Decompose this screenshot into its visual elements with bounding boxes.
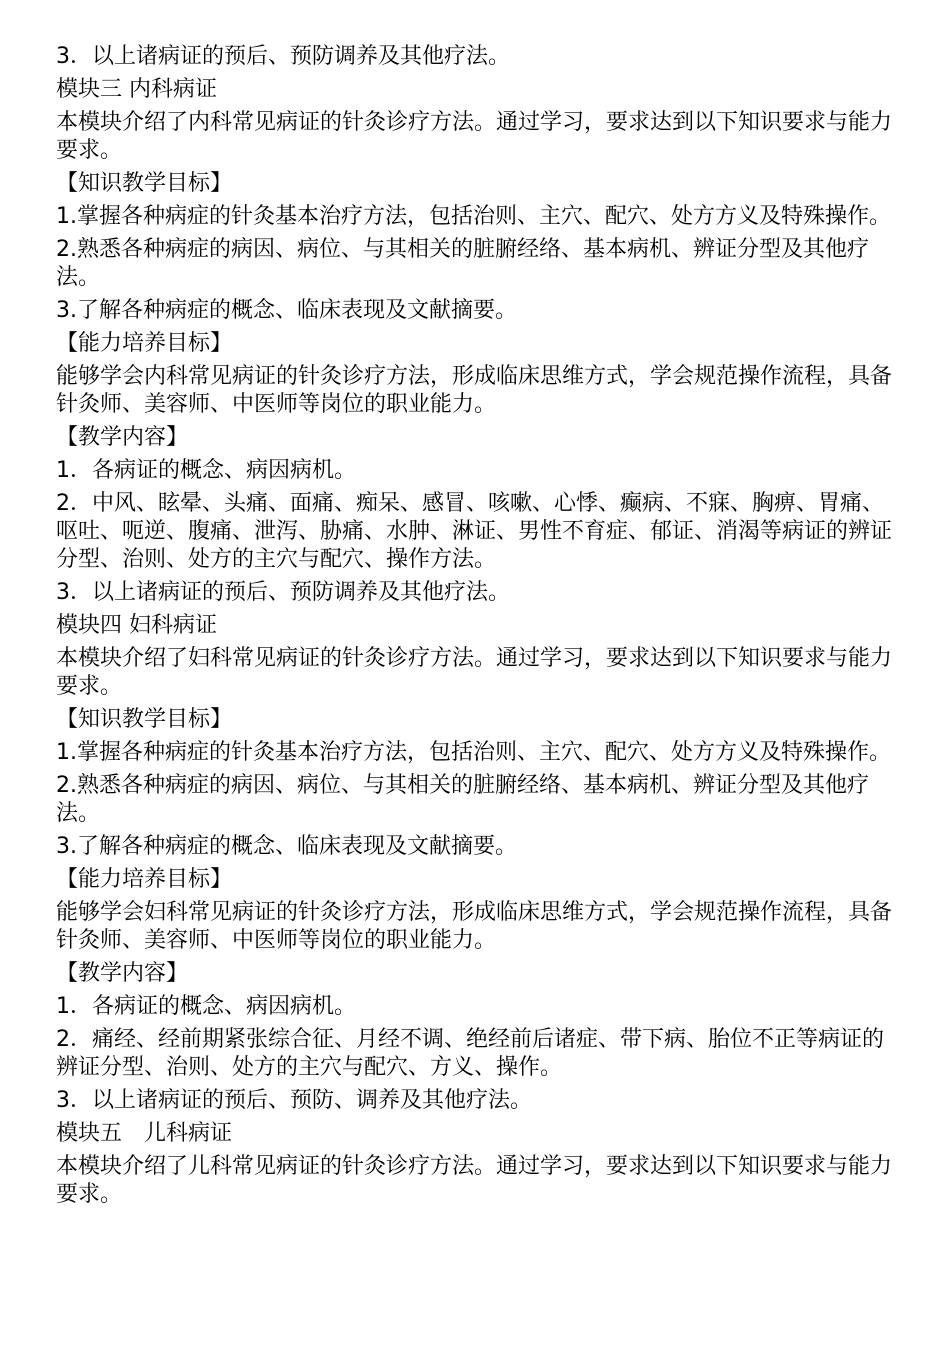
subsection-heading: 【知识教学目标】 (56, 171, 233, 196)
paragraph: 2.熟悉各种病症的病因、病位、与其相关的脏腑经络、基本病机、辨证分型及其他疗法。 (56, 237, 869, 290)
paragraph: 1．各病证的概念、病因病机。 (56, 994, 356, 1019)
paragraph: 本模块介绍了儿科常见病证的针灸诊疗方法。通过学习，要求达到以下知识要求与能力要求。 (56, 1154, 893, 1207)
paragraph: 2.熟悉各种病症的病因、病位、与其相关的脏腑经络、基本病机、辨证分型及其他疗法。 (56, 773, 869, 826)
subsection-heading: 【能力培养目标】 (56, 867, 233, 892)
paragraph: 本模块介绍了内科常见病证的针灸诊疗方法。通过学习，要求达到以下知识要求与能力要求。 (56, 110, 893, 163)
paragraph: 本模块介绍了妇科常见病证的针灸诊疗方法。通过学习，要求达到以下知识要求与能力要求。 (56, 646, 893, 699)
section-heading: 模块三 内科病证 (56, 77, 217, 102)
subsection-heading: 【教学内容】 (56, 961, 189, 986)
paragraph: 能够学会内科常见病证的针灸诊疗方法，形成临床思维方式，学会规范操作流程，具备针灸师、美容师、中医师等岗位的职业能力。 (56, 364, 893, 417)
paragraph: 3．以上诸病证的预后、预防调养及其他疗法。 (56, 580, 510, 605)
paragraph: 3.了解各种病症的概念、临床表现及文献摘要。 (56, 298, 517, 323)
paragraph: 1.掌握各种病症的针灸基本治疗方法，包括治则、主穴、配穴、处方方义及特殊操作。 (56, 204, 891, 229)
paragraph: 3．以上诸病证的预后、预防调养及其他疗法。 (56, 44, 510, 69)
paragraph: 2．痛经、经前期紧张综合征、月经不调、绝经前后诸症、带下病、胎位不正等病证的辨证分型、治则、处方的主穴与配穴、方义、操作。 (56, 1027, 884, 1080)
paragraph: 能够学会妇科常见病证的针灸诊疗方法，形成临床思维方式，学会规范操作流程，具备针灸师、美容师、中医师等岗位的职业能力。 (56, 900, 893, 953)
document-page (56, 43, 901, 1214)
subsection-heading: 【知识教学目标】 (56, 707, 233, 732)
paragraph: 3．以上诸病证的预后、预防、调养及其他疗法。 (56, 1088, 532, 1113)
subsection-heading: 【能力培养目标】 (56, 331, 233, 356)
subsection-heading: 【教学内容】 (56, 425, 189, 450)
section-heading: 模块四 妇科病证 (56, 613, 217, 638)
section-heading: 模块五 儿科病证 (56, 1121, 233, 1146)
paragraph: 1．各病证的概念、病因病机。 (56, 458, 356, 483)
paragraph: 2．中风、眩晕、头痛、面痛、痴呆、感冒、咳嗽、心悸、癫病、不寐、胸痹、胃痛、呕吐、呃逆、腹痛、泄泻、胁痛、水肿、淋证、男性不育症、郁证、消渴等病证的辨证分型、治则、处方的主穴与配穴、操作方法。 (56, 491, 893, 572)
paragraph: 3.了解各种病症的概念、临床表现及文献摘要。 (56, 834, 517, 859)
paragraph: 1.掌握各种病症的针灸基本治疗方法，包括治则、主穴、配穴、处方方义及特殊操作。 (56, 740, 891, 765)
